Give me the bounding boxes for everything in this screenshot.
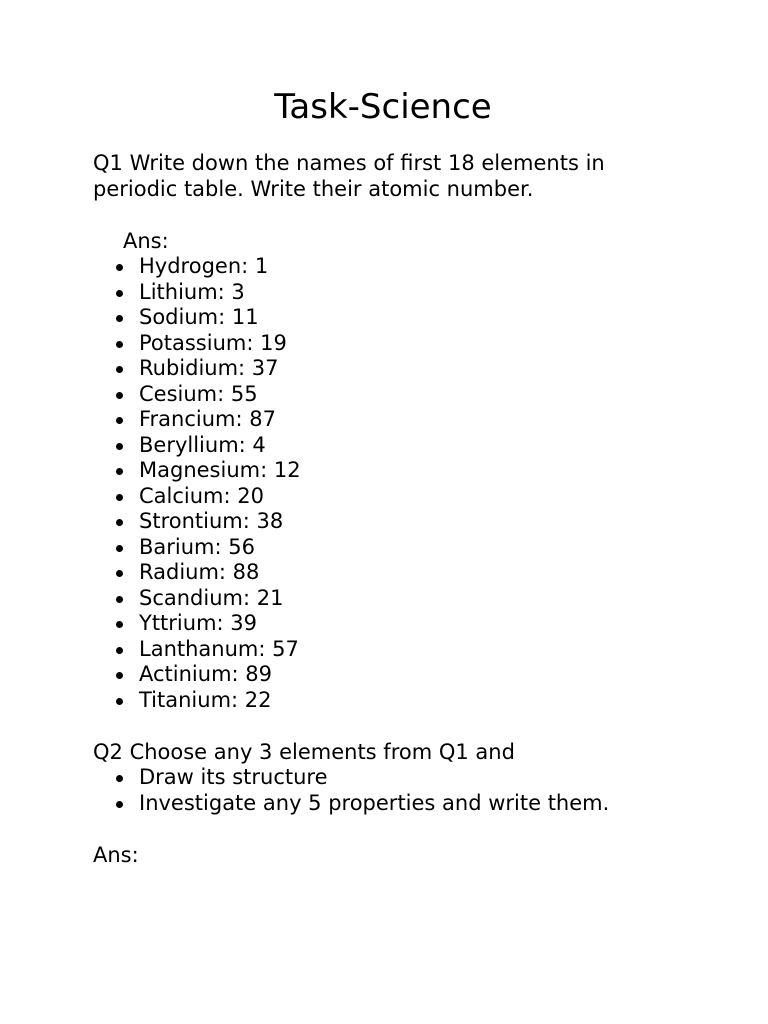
q1-answer-label: Ans: xyxy=(123,229,169,253)
list-item: Lanthanum: 57 xyxy=(93,637,693,663)
list-item: Beryllium: 4 xyxy=(93,433,693,459)
list-item: Potassium: 19 xyxy=(93,331,693,357)
page-title: Task-Science xyxy=(274,87,492,127)
spacer xyxy=(93,713,693,739)
q1-element-list xyxy=(93,254,693,713)
list-item: Scandium: 21 xyxy=(93,586,693,612)
list-item: Lithium: 3 xyxy=(93,280,693,306)
list-item: Barium: 56 xyxy=(93,535,693,561)
list-item: Hydrogen: 1 xyxy=(93,254,693,280)
list-item: Actinium: 89 xyxy=(93,662,693,688)
list-item: Radium: 88 xyxy=(93,560,693,586)
list-item: Calcium: 20 xyxy=(93,484,693,510)
q2-answer-label: Ans: xyxy=(93,843,139,867)
list-item: Strontium: 38 xyxy=(93,509,693,535)
q1-question: Q1 Write down the names of first 18 elements in periodic table. Write their atomic number. xyxy=(93,151,605,201)
list-item: Draw its structure xyxy=(93,765,693,791)
q2-task-list xyxy=(93,765,693,816)
list-item: Investigate any 5 properties and write them. xyxy=(93,791,693,817)
list-item: Yttrium: 39 xyxy=(93,611,693,637)
q2-question: Q2 Choose any 3 elements from Q1 and xyxy=(93,740,515,764)
spacer xyxy=(93,816,693,842)
list-item: Cesium: 55 xyxy=(93,382,693,408)
list-item: Sodium: 11 xyxy=(93,305,693,331)
list-item: Magnesium: 12 xyxy=(93,458,693,484)
list-item: Titanium: 22 xyxy=(93,688,693,714)
list-item: Rubidium: 37 xyxy=(93,356,693,382)
list-item: Francium: 87 xyxy=(93,407,693,433)
document-page xyxy=(93,86,693,868)
